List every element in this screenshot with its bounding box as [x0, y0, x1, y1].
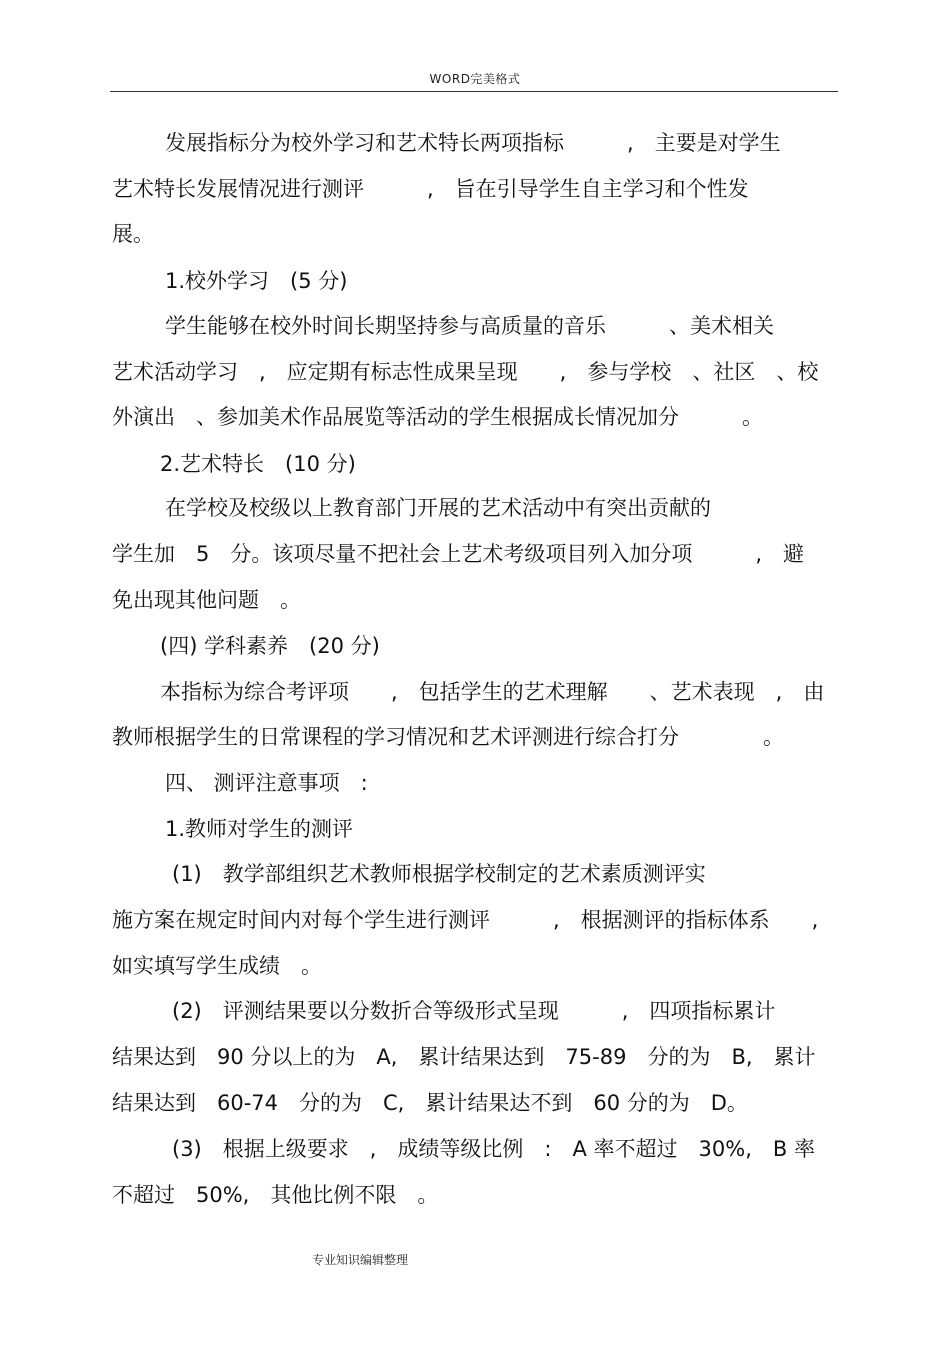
section-heading: 1.教师对学生的测评	[165, 817, 354, 841]
paragraph-line: 不超过 50%, 其他比例不限 。	[112, 1183, 439, 1207]
paragraph-line: 学生加 5 分。该项尽量不把社会上艺术考级项目列入加分项 , 避	[112, 542, 805, 566]
page-header: WORD完美格式	[429, 72, 521, 86]
page-footer: 专业知识编辑整理	[312, 1253, 409, 1267]
paragraph-line: 展。	[112, 222, 154, 246]
paragraph-line: (3) 根据上级要求 , 成绩等级比例 : A 率不超过 30%, B 率	[172, 1137, 815, 1161]
paragraph-line: 外演出 、参加美术作品展览等活动的学生根据成长情况加分 。	[112, 405, 763, 429]
paragraph-line: 本指标为综合考评项 , 包括学生的艺术理解 、艺术表现 , 由	[160, 680, 825, 704]
section-heading: (四) 学科素养 (20 分)	[160, 634, 380, 658]
paragraph-line: (2) 评测结果要以分数折合等级形式呈现 , 四项指标累计	[172, 999, 776, 1023]
paragraph-line: 艺术特长发展情况进行测评 , 旨在引导学生自主学习和个性发	[112, 177, 749, 201]
paragraph-line: 结果达到 90 分以上的为 A, 累计结果达到 75-89 分的为 B, 累计	[112, 1045, 816, 1069]
section-heading: 1.校外学习 (5 分)	[165, 269, 348, 293]
header-divider	[110, 91, 838, 92]
paragraph-line: 结果达到 60-74 分的为 C, 累计结果达不到 60 分的为 D。	[112, 1091, 748, 1115]
paragraph-line: (1) 教学部组织艺术教师根据学校制定的艺术素质测评实	[172, 862, 706, 886]
paragraph-line: 学生能够在校外时间长期坚持参与高质量的音乐 、美术相关	[165, 314, 774, 338]
paragraph-line: 施方案在规定时间内对每个学生进行测评 , 根据测评的指标体系 ,	[112, 908, 819, 932]
paragraph-line: 发展指标分为校外学习和艺术特长两项指标 , 主要是对学生	[165, 131, 781, 155]
paragraph-line: 如实填写学生成绩 。	[112, 954, 322, 978]
paragraph-line: 在学校及校级以上教育部门开展的艺术活动中有突出贡献的	[165, 496, 711, 520]
paragraph-line: 免出现其他问题 。	[112, 588, 301, 612]
section-heading: 2.艺术特长 (10 分)	[160, 452, 356, 476]
paragraph-line: 教师根据学生的日常课程的学习情况和艺术评测进行综合打分 。	[112, 725, 784, 749]
paragraph-line: 艺术活动学习 , 应定期有标志性成果呈现 , 参与学校 、社区 、校	[112, 360, 819, 384]
section-heading: 四、 测评注意事项 :	[165, 771, 368, 795]
